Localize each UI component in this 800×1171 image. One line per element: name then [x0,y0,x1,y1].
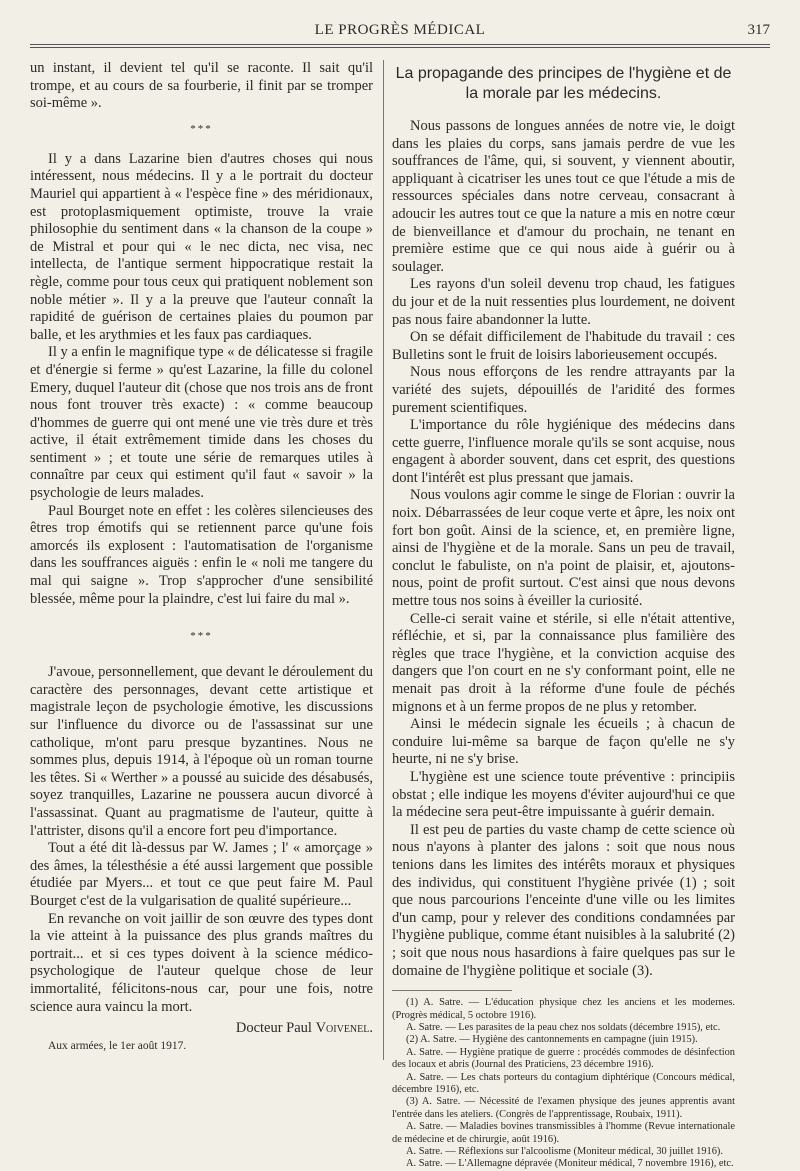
signature-name: Voivenel. [315,1020,373,1037]
footnote: A. Satre. — Hygiène pratique de guerre : procédés commodes de désinfection des locaux et abris (Journal des Praticiens, 23 décembre 1916). [392,1046,735,1071]
paragraph: Nous voulons agir comme le singe de Florian : ouvrir la noix. Débarrassées de leur coque verte et âpre, les noix ont fort bon goût. Ainsi de la science, et, en première ligne, ainsi de l'hygiène et de la morale. Sans un peu de travail, conclut le fabuliste, on n'a point de plaisir, et, ajoutons-nous, point de profit surtout. C'est ainsi que nous devons mettre tous nos soins à éveiller la curiosité. [392,487,735,610]
article-title: La propagande des principes de l'hygiène et de la morale par les médecins. [395,65,732,102]
paragraph: L'importance du rôle hygiénique des médecins dans cette guerre, l'influence morale qu'ils se sont acquise, nous engagent à aborder souvent, dans cet esprit, des questions dont l'intérêt est plus pressant que jamais. [392,417,735,486]
section-separator-stars: *** [190,630,213,643]
paragraph: un instant, il devient tel qu'il se raconte. Il sait qu'il trompe, et au cours de sa fourberie, il finit par se tromper soi-même ». [30,60,373,112]
footnote: A. Satre. — Maladies bovines transmissibles à l'homme (Revue internationale de médecine et de chirurgie, août 1916). [392,1121,735,1145]
footnote-rule [392,990,512,997]
footnote: A. Satre. — Les chats porteurs du contagium diphtérique (Concours médical, décembre 1916), etc. [392,1071,735,1095]
header-rule [30,44,770,45]
column-divider [383,60,384,1060]
footnote: A. Satre. — L'Allemagne dépravée (Moniteur médical, 7 novembre 1916), etc. [406,1158,734,1170]
paragraph: Tout a été dit là-dessus par W. James ; l' « amorçage » des âmes, la télesthésie a été aussi largement que possible étudiée par Myers... et tout ce que peut faire M. Paul Bourget c'est de la vulgarisation de qualité supérieure... [30,840,373,909]
paragraph: L'hygiène est une science toute préventive : principiis obstat ; elle indique les moyens d'éviter aujourd'hui ce que la médecine sera peut-être impuissante à guérir demain. [392,768,735,821]
page-number: 317 [747,22,770,38]
header-rule-double [30,47,770,48]
paragraph: Nous nous efforçons de les rendre attrayants par la variété des sujets, dépouillés de l'aridité des formes purement scientifiques. [392,364,735,416]
right-column [392,60,735,1171]
paragraph: Il y a dans Lazarine bien d'autres choses qui nous intéressent, nous médecins. Il y a le portrait du docteur Mauriel qui appartient à « l'espèce fine » des méridionaux, est protoplasmiquement optimiste, trouve la vraie philosophie du sentiment dans « la chanson de la coupe » de Mistral et pour qui « le nec dicta, nec visa, nec intellecta, de l'antique serment hippocratique restait la règle, comme pour tous ceux qui pratiquent noblement son noble métier ». Il y a la preuve que l'auteur connaît la rapidité de guérison de certaines plaies du poumon par balle, et les arythmies et les faux pas cardiaques. [30,150,373,343]
paragraph: Nous passons de longues années de notre vie, le doigt dans les plaies du corps, sans jamais perdre de vue les souffrances de l'âme, qui, si souvent, y viennent aboutir, appliquant à cicatriser les unes tout ce que l'étude a mis de ressources spéciales dans notre cerveau, consacrant à adoucir les autres tout ce que la nature a mis en notre cœur de bienveillance et d'amour du prochain, ne tenant en première estime que ce qui nous aide à guérir ou à soulager. [392,118,735,275]
paragraph: Celle-ci serait vaine et stérile, si elle n'était attentive, réfléchie, et si, par la connaissance plus familière des règles que trace l'hygiène, et la conviction acquise des dangers que l'on court en ne s'y conformant point, elle ne menait pas droit à la réforme d'une foule de péchés mignons et à un ferme propos de ne plus y retomber. [392,610,735,715]
footnotes [392,997,735,1171]
paragraph: Il est peu de parties du vaste champ de cette science où nous n'ayons à planter des jalons : soit que nous nous tenions dans les limites des intérêts moraux et physiques des individus, qui constituent l'hygiène privée (1) ; soit que nous parcourions l'enceinte d'une ville ou les limites d'un camp, pour y relever des conditions condamnées par l'hygiène publique, comme étant nuisibles à la salubrité (2) ; soit que nous nous hasardions à faire quelques pas sur le domaine de l'hygiène politique et sociale (3). [392,821,735,979]
paragraph: Paul Bourget note en effet : les colères silencieuses des êtres trop émotifs qui se retiennent parce qu'une fois amorcés ils explosent : l'automatisation de l'organisme dans les souffrances aiguës : enfin le « noli me tangere du mal qui saigne ». Trop s'approcher d'une sensibilité blessée, même pour la plaindre, c'est lui faire du mal ». [30,502,373,607]
footnote: A. Satre. — Réflexions sur l'alcoolisme (Moniteur médical, 30 juillet 1916). [406,1145,723,1157]
section-separator-stars: *** [190,122,213,135]
paragraph: En revanche on voit jaillir de son œuvre des types dont la vie atteint à la puissance des plus grands maîtres du portrait... et si ces types doivent à la science médico-psychologique de l'auteur quelque chose de leur immortalité, félicitons-nous car, pour une fois, notre science aura vaincu la mort. [30,910,373,1015]
signature [30,1020,373,1038]
place-date: Aux armées, le 1er août 1917. [48,1039,187,1052]
running-header [30,20,770,44]
signature-prefix: Docteur Paul [235,1020,316,1037]
footnote: A. Satre. — Les parasites de la peau chez nos soldats (décembre 1915), etc. [406,1021,721,1033]
paragraph: Les rayons d'un soleil devenu trop chaud, les fatigues du jour et de la nuit ressenties plus lourdement, ne doivent pas nous faire abandonner la lutte. [392,276,735,328]
paragraph: Il y a enfin le magnifique type « de délicatesse si fragile et d'énergie si ferme » qu'est Lazarine, la fille du colonel Emery, duquel l'auteur dit (chose que nos trois ans de front nous font trouver très exacte) : « comme beaucoup d'hommes de guerre qui ont mené une vie très dure et très active, il était extrêmement timide dans les choses du sentiment » ; et toute une série de remarques utiles à connaître par ceux qui estiment qu'il faut « savoir » la psychologie de leurs malades. [30,344,373,502]
paragraph: Ainsi le médecin signale les écueils ; à chacun de conduire lui-même sa barque de façon qu'elle ne s'y heurte, ni ne s'y brise. [392,716,735,768]
journal-title: LE PROGRÈS MÉDICAL [314,22,486,38]
footnote: (3) A. Satre. — Nécessité de l'examen physique des jeunes apprentis avant l'entrée dans les ateliers. (Congrès de l'apprentissage, Roubaix, 1911). [392,1096,735,1120]
footnote: (1) A. Satre. — L'éducation physique chez les anciens et les modernes. (Progrès médical, 5 octobre 1916). [392,997,735,1021]
paragraph: On se défait difficilement de l'habitude du travail : ces Bulletins sont le fruit de loisirs laborieusement occupés. [392,329,735,363]
footnote: (2) A. Satre. — Hygiène des cantonnements en campagne (juin 1915). [406,1034,698,1046]
paragraph: J'avoue, personnellement, que devant le déroulement du caractère des personnages, devant cette artistique et magistrale leçon de psychologie émotive, les discussions sur l'influence du divorce ou de l'assassinat sur une catholique, m'ont paru presque byzantines. Nous ne sommes plus, depuis 1914, à l'époque où un roman tourne les têtes. Si « Werther » a poussé au suicide des désabusés, soyez tranquilles, Lazarine ne poussera aucun divorcé à l'assassinat. Quant au pragmatisme de l'auteur, quitte à l'attrister, disons qu'il a encore fort peu d'importance. [30,664,373,839]
left-column [30,60,373,1055]
